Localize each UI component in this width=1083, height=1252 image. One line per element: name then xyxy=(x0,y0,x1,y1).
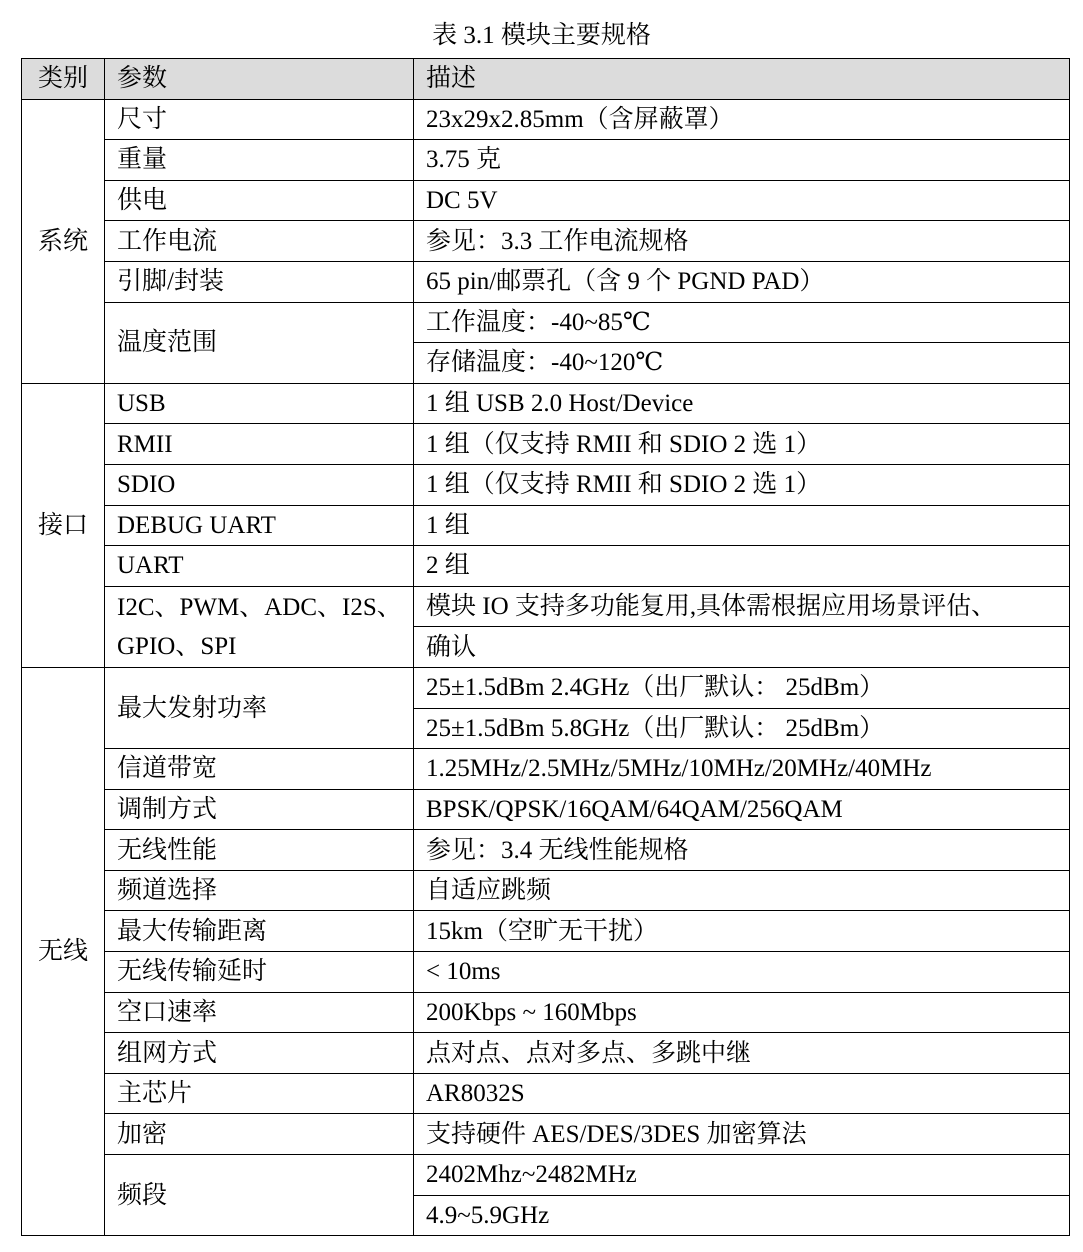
table-row xyxy=(22,1155,1070,1196)
table-row xyxy=(22,546,1070,587)
param-cell: 工作电流 xyxy=(105,221,414,262)
desc-cell: 1 组（仅支持 RMII 和 SDIO 2 选 1） xyxy=(414,424,1070,465)
category-wireless: 无线 xyxy=(22,667,105,1235)
table-row xyxy=(22,383,1070,424)
desc-cell: 1 组 xyxy=(414,505,1070,546)
param-line: GPIO、SPI xyxy=(117,632,237,660)
param-cell: 信道带宽 xyxy=(105,749,414,790)
table-row xyxy=(22,586,1070,627)
desc-cell: 4.9~5.9GHz xyxy=(414,1195,1070,1236)
header-category: 类别 xyxy=(22,59,105,100)
desc-cell: 自适应跳频 xyxy=(414,870,1070,911)
param-cell: 空口速率 xyxy=(105,992,414,1033)
table-row xyxy=(22,221,1070,262)
desc-cell: 3.75 克 xyxy=(414,140,1070,181)
param-cell: DEBUG UART xyxy=(105,505,414,546)
table-row xyxy=(22,870,1070,911)
desc-cell: 1 组（仅支持 RMII 和 SDIO 2 选 1） xyxy=(414,464,1070,505)
desc-cell: 200Kbps ~ 160Mbps xyxy=(414,992,1070,1033)
table-row xyxy=(22,302,1070,343)
table-header-row xyxy=(22,59,1070,100)
desc-cell: 25±1.5dBm 2.4GHz（出厂默认： 25dBm） xyxy=(414,667,1070,708)
param-cell: 温度范围 xyxy=(105,302,414,383)
header-param: 参数 xyxy=(105,59,414,100)
table-row xyxy=(22,99,1070,140)
desc-cell: 点对点、点对多点、多跳中继 xyxy=(414,1033,1070,1074)
desc-cell: 65 pin/邮票孔（含 9 个 PGND PAD） xyxy=(414,261,1070,302)
desc-cell: AR8032S xyxy=(414,1073,1070,1114)
table-row xyxy=(22,180,1070,221)
param-cell: 重量 xyxy=(105,140,414,181)
param-cell: USB xyxy=(105,383,414,424)
desc-cell: 23x29x2.85mm（含屏蔽罩） xyxy=(414,99,1070,140)
desc-cell: 模块 IO 支持多功能复用,具体需根据应用场景评估、 xyxy=(414,586,1070,627)
table-row xyxy=(22,992,1070,1033)
spec-table xyxy=(21,58,1070,1236)
param-cell: 尺寸 xyxy=(105,99,414,140)
header-desc: 描述 xyxy=(414,59,1070,100)
table-row xyxy=(22,424,1070,465)
param-cell: 调制方式 xyxy=(105,789,414,830)
table-row xyxy=(22,830,1070,871)
desc-cell: < 10ms xyxy=(414,952,1070,993)
table-row xyxy=(22,911,1070,952)
table-row xyxy=(22,140,1070,181)
table-row xyxy=(22,667,1070,708)
param-cell: SDIO xyxy=(105,464,414,505)
param-line: I2C、PWM、ADC、I2S、 xyxy=(117,593,402,621)
category-system: 系统 xyxy=(22,99,105,383)
param-cell: 供电 xyxy=(105,180,414,221)
table-row xyxy=(22,505,1070,546)
category-interface: 接口 xyxy=(22,383,105,667)
table-caption: 表 3.1 模块主要规格 xyxy=(432,22,651,49)
param-cell: 频段 xyxy=(105,1155,414,1236)
param-cell: RMII xyxy=(105,424,414,465)
param-cell: 引脚/封装 xyxy=(105,261,414,302)
desc-cell: DC 5V xyxy=(414,180,1070,221)
param-cell: 无线性能 xyxy=(105,830,414,871)
desc-cell: 2402Mhz~2482MHz xyxy=(414,1155,1070,1196)
table-row xyxy=(22,464,1070,505)
desc-cell: 25±1.5dBm 5.8GHz（出厂默认： 25dBm） xyxy=(414,708,1070,749)
param-cell: 加密 xyxy=(105,1114,414,1155)
desc-cell: 1.25MHz/2.5MHz/5MHz/10MHz/20MHz/40MHz xyxy=(414,749,1070,790)
table-row xyxy=(22,1114,1070,1155)
param-cell: 主芯片 xyxy=(105,1073,414,1114)
desc-cell: 存储温度：-40~120℃ xyxy=(414,343,1070,384)
param-cell: UART xyxy=(105,546,414,587)
desc-cell: 参见：3.3 工作电流规格 xyxy=(414,221,1070,262)
table-row xyxy=(22,261,1070,302)
desc-cell: 支持硬件 AES/DES/3DES 加密算法 xyxy=(414,1114,1070,1155)
param-cell: 无线传输延时 xyxy=(105,952,414,993)
desc-cell: 工作温度：-40~85℃ xyxy=(414,302,1070,343)
desc-cell: 参见：3.4 无线性能规格 xyxy=(414,830,1070,871)
desc-cell: 2 组 xyxy=(414,546,1070,587)
table-row xyxy=(22,952,1070,993)
param-cell-multiline xyxy=(105,586,414,667)
table-row xyxy=(22,789,1070,830)
table-row xyxy=(22,749,1070,790)
desc-cell: 15km（空旷无干扰） xyxy=(414,911,1070,952)
param-cell: 频道选择 xyxy=(105,870,414,911)
desc-cell: 确认 xyxy=(414,627,1070,668)
param-cell: 组网方式 xyxy=(105,1033,414,1074)
param-cell: 最大发射功率 xyxy=(105,667,414,748)
param-cell: 最大传输距离 xyxy=(105,911,414,952)
desc-cell: 1 组 USB 2.0 Host/Device xyxy=(414,383,1070,424)
table-row xyxy=(22,1073,1070,1114)
desc-cell: BPSK/QPSK/16QAM/64QAM/256QAM xyxy=(414,789,1070,830)
table-row xyxy=(22,1033,1070,1074)
